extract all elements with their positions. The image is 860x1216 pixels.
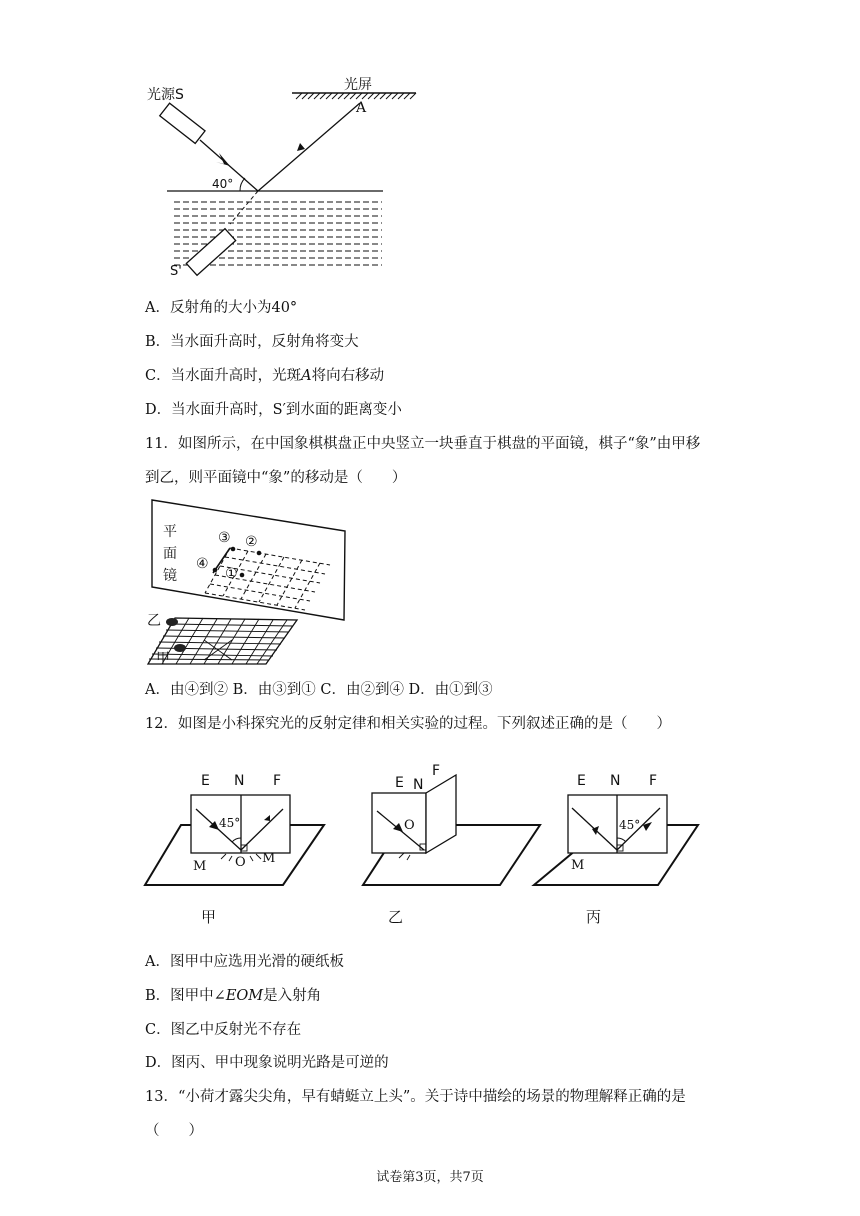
fig-jia-o: O xyxy=(235,855,246,870)
page-footer: 试卷第3页，共7页 xyxy=(376,1170,484,1185)
fig-yi-e: E xyxy=(395,775,404,791)
q11-options: A．由④到② B．由③到① C．由②到④ D．由①到③ xyxy=(145,682,493,698)
screen-label: 光屏 xyxy=(344,77,372,93)
q10-option-d: D．当水面升高时，S′到水面的距离变小 xyxy=(145,402,402,418)
mark-4: ④ xyxy=(196,556,209,572)
fig-yi-o: O xyxy=(404,818,415,833)
caption-jia: 甲 xyxy=(201,908,217,926)
fig-jia-m-right: M xyxy=(262,851,276,866)
fig-jia-e: E xyxy=(201,773,210,789)
fig-bing-angle: 45° xyxy=(619,818,641,832)
source-label: 光源S xyxy=(147,87,184,103)
angle-label: 40° xyxy=(212,177,234,191)
q13-stem-line1: 13．“小荷才露尖尖角，早有蜻蜓立上头”。关于诗中描绘的场景的物理解释正确的是 xyxy=(145,1089,686,1105)
q12-option-c: C．图乙中反射光不存在 xyxy=(145,1022,302,1038)
mark-2: ② xyxy=(245,534,258,550)
caption-yi: 乙 xyxy=(388,908,404,926)
q12-option-d: D．图丙、甲中现象说明光路是可逆的 xyxy=(145,1055,389,1071)
spot-a-label: A xyxy=(356,100,367,116)
image-label: S' xyxy=(170,264,182,279)
piece-jia-label: 甲 xyxy=(156,651,170,667)
q12-option-b: B．图甲中∠EOM是入射角 xyxy=(145,988,322,1004)
fig-jia-f: F xyxy=(273,773,282,789)
fig-bing-e: E xyxy=(577,773,586,789)
fig-yi-f: F xyxy=(432,763,441,779)
q10-option-a: A．反射角的大小为40° xyxy=(145,300,298,316)
fig-jia-n: N xyxy=(234,773,245,789)
fig-bing-n: N xyxy=(610,773,621,789)
q10-option-c: C．当水面升高时，光斑A将向右移动 xyxy=(145,368,385,384)
q12-option-a: A．图甲中应选用光滑的硬纸板 xyxy=(145,954,344,970)
caption-bing: 丙 xyxy=(586,908,602,926)
q12-stem: 12．如图是小科探究光的反射定律和相关实验的过程。下列叙述正确的是（ ） xyxy=(145,716,671,732)
mirror-label-1: 平 xyxy=(163,524,177,540)
fig-bing-m: M xyxy=(571,858,585,873)
mark-1: ① xyxy=(225,566,238,582)
q11-stem-line1: 11．如图所示，在中国象棋棋盘正中央竖立一块垂直于棋盘的平面镜，棋子“象”由甲移 xyxy=(145,436,701,452)
mirror-label-3: 镜 xyxy=(163,568,177,584)
fig-jia-angle: 45° xyxy=(219,816,241,830)
q11-stem-line2: 到乙，则平面镜中“象”的移动是（ ） xyxy=(145,470,407,486)
mark-3: ③ xyxy=(218,530,231,546)
q13-stem-line2: （ ） xyxy=(145,1123,203,1139)
fig-jia-m-left: M xyxy=(193,859,207,874)
piece-yi-label: 乙 xyxy=(147,613,161,629)
mirror-label-2: 面 xyxy=(163,546,177,562)
fig-yi-n: N xyxy=(413,777,424,793)
fig-bing-f: F xyxy=(649,773,658,789)
q10-option-b: B．当水面升高时，反射角将变大 xyxy=(145,334,359,350)
